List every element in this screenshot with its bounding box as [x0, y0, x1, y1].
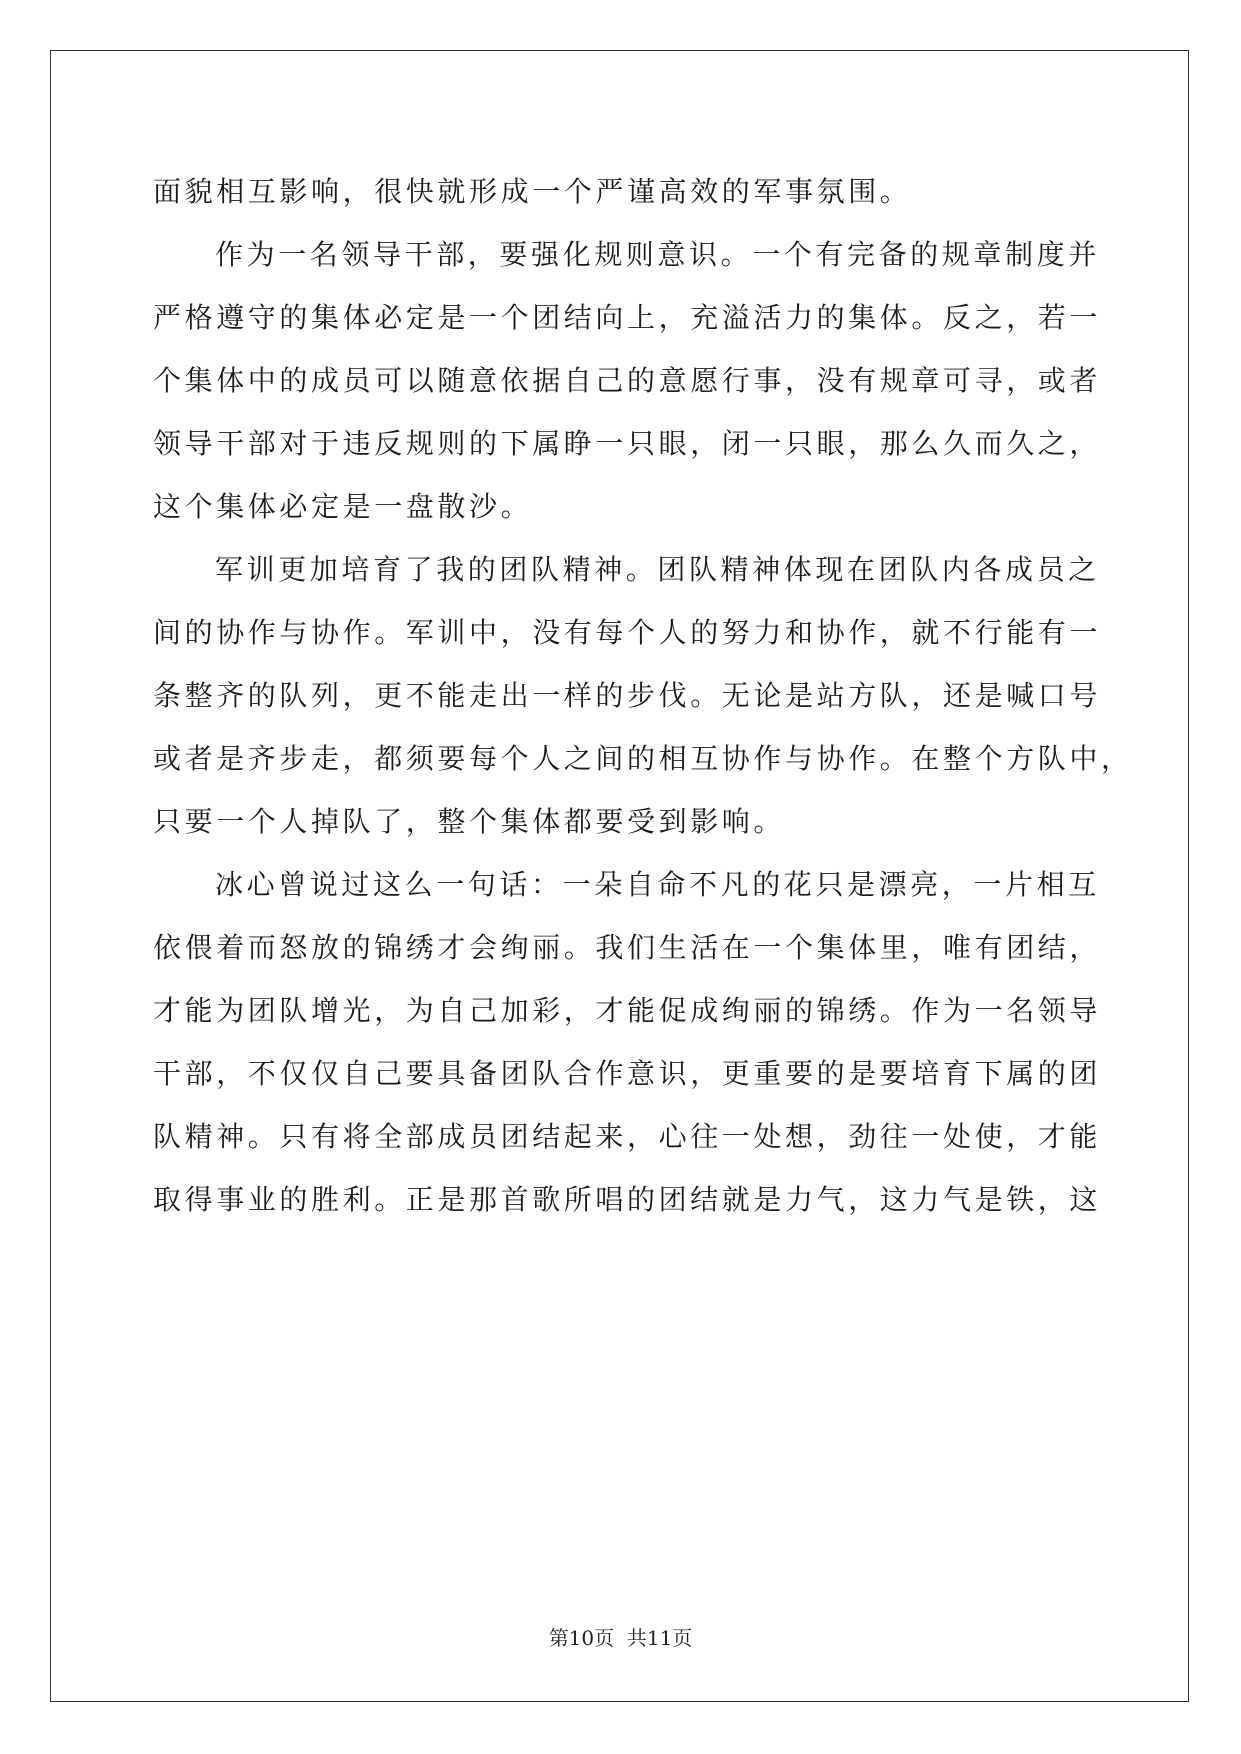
- text-line: 或者是齐步走，都须要每个人之间的相互协作与协作。在整个方队中，: [153, 742, 1133, 775]
- text-line: 个集体中的成员可以随意依据自己的意愿行事，没有规章可寻，或者: [153, 364, 1102, 397]
- text-line: 队精神。只有将全部成员团结起来，心往一处想，劲往一处使，才能: [153, 1120, 1102, 1153]
- text-line: 间的协作与协作。军训中，没有每个人的努力和协作，就不行能有一: [153, 616, 1102, 649]
- text-line: 条整齐的队列，更不能走出一样的步伐。无论是站方队，还是喊口号: [153, 679, 1102, 712]
- paragraph-first-line: 冰心曾说过这么一句话：一朵自命不凡的花只是漂亮，一片相互: [215, 868, 1100, 901]
- page-number: 第10页 共11页: [548, 1626, 693, 1650]
- text-line: 严格遵守的集体必定是一个团结向上，充溢活力的集体。反之，若一: [153, 301, 1102, 334]
- text-line: 领导干部对于违反规则的下属睁一只眼，闭一只眼，那么久而久之，: [153, 427, 1102, 460]
- text-line: 这个集体必定是一盘散沙。: [153, 490, 533, 523]
- text-line: 只要一个人掉队了，整个集体都要受到影响。: [153, 805, 786, 838]
- paragraph-first-line: 作为一名领导干部，要强化规则意识。一个有完备的规章制度并: [215, 238, 1100, 271]
- text-line: 才能为团队增光，为自己加彩，才能促成绚丽的锦绣。作为一名领导: [153, 994, 1102, 1027]
- text-line: 干部，不仅仅自己要具备团队合作意识，更重要的是要培育下属的团: [153, 1057, 1102, 1090]
- text-line: 面貌相互影响，很快就形成一个严谨高效的军事氛围。: [153, 175, 912, 208]
- paragraph-first-line: 军训更加培育了我的团队精神。团队精神体现在团队内各成员之: [215, 553, 1100, 586]
- page-footer: [0, 1622, 1241, 1651]
- document-body: [153, 160, 1133, 1231]
- text-line: 依偎着而怒放的锦绣才会绚丽。我们生活在一个集体里，唯有团结，: [153, 931, 1102, 964]
- text-line: 取得事业的胜利。正是那首歌所唱的团结就是力气，这力气是铁，这: [153, 1183, 1102, 1216]
